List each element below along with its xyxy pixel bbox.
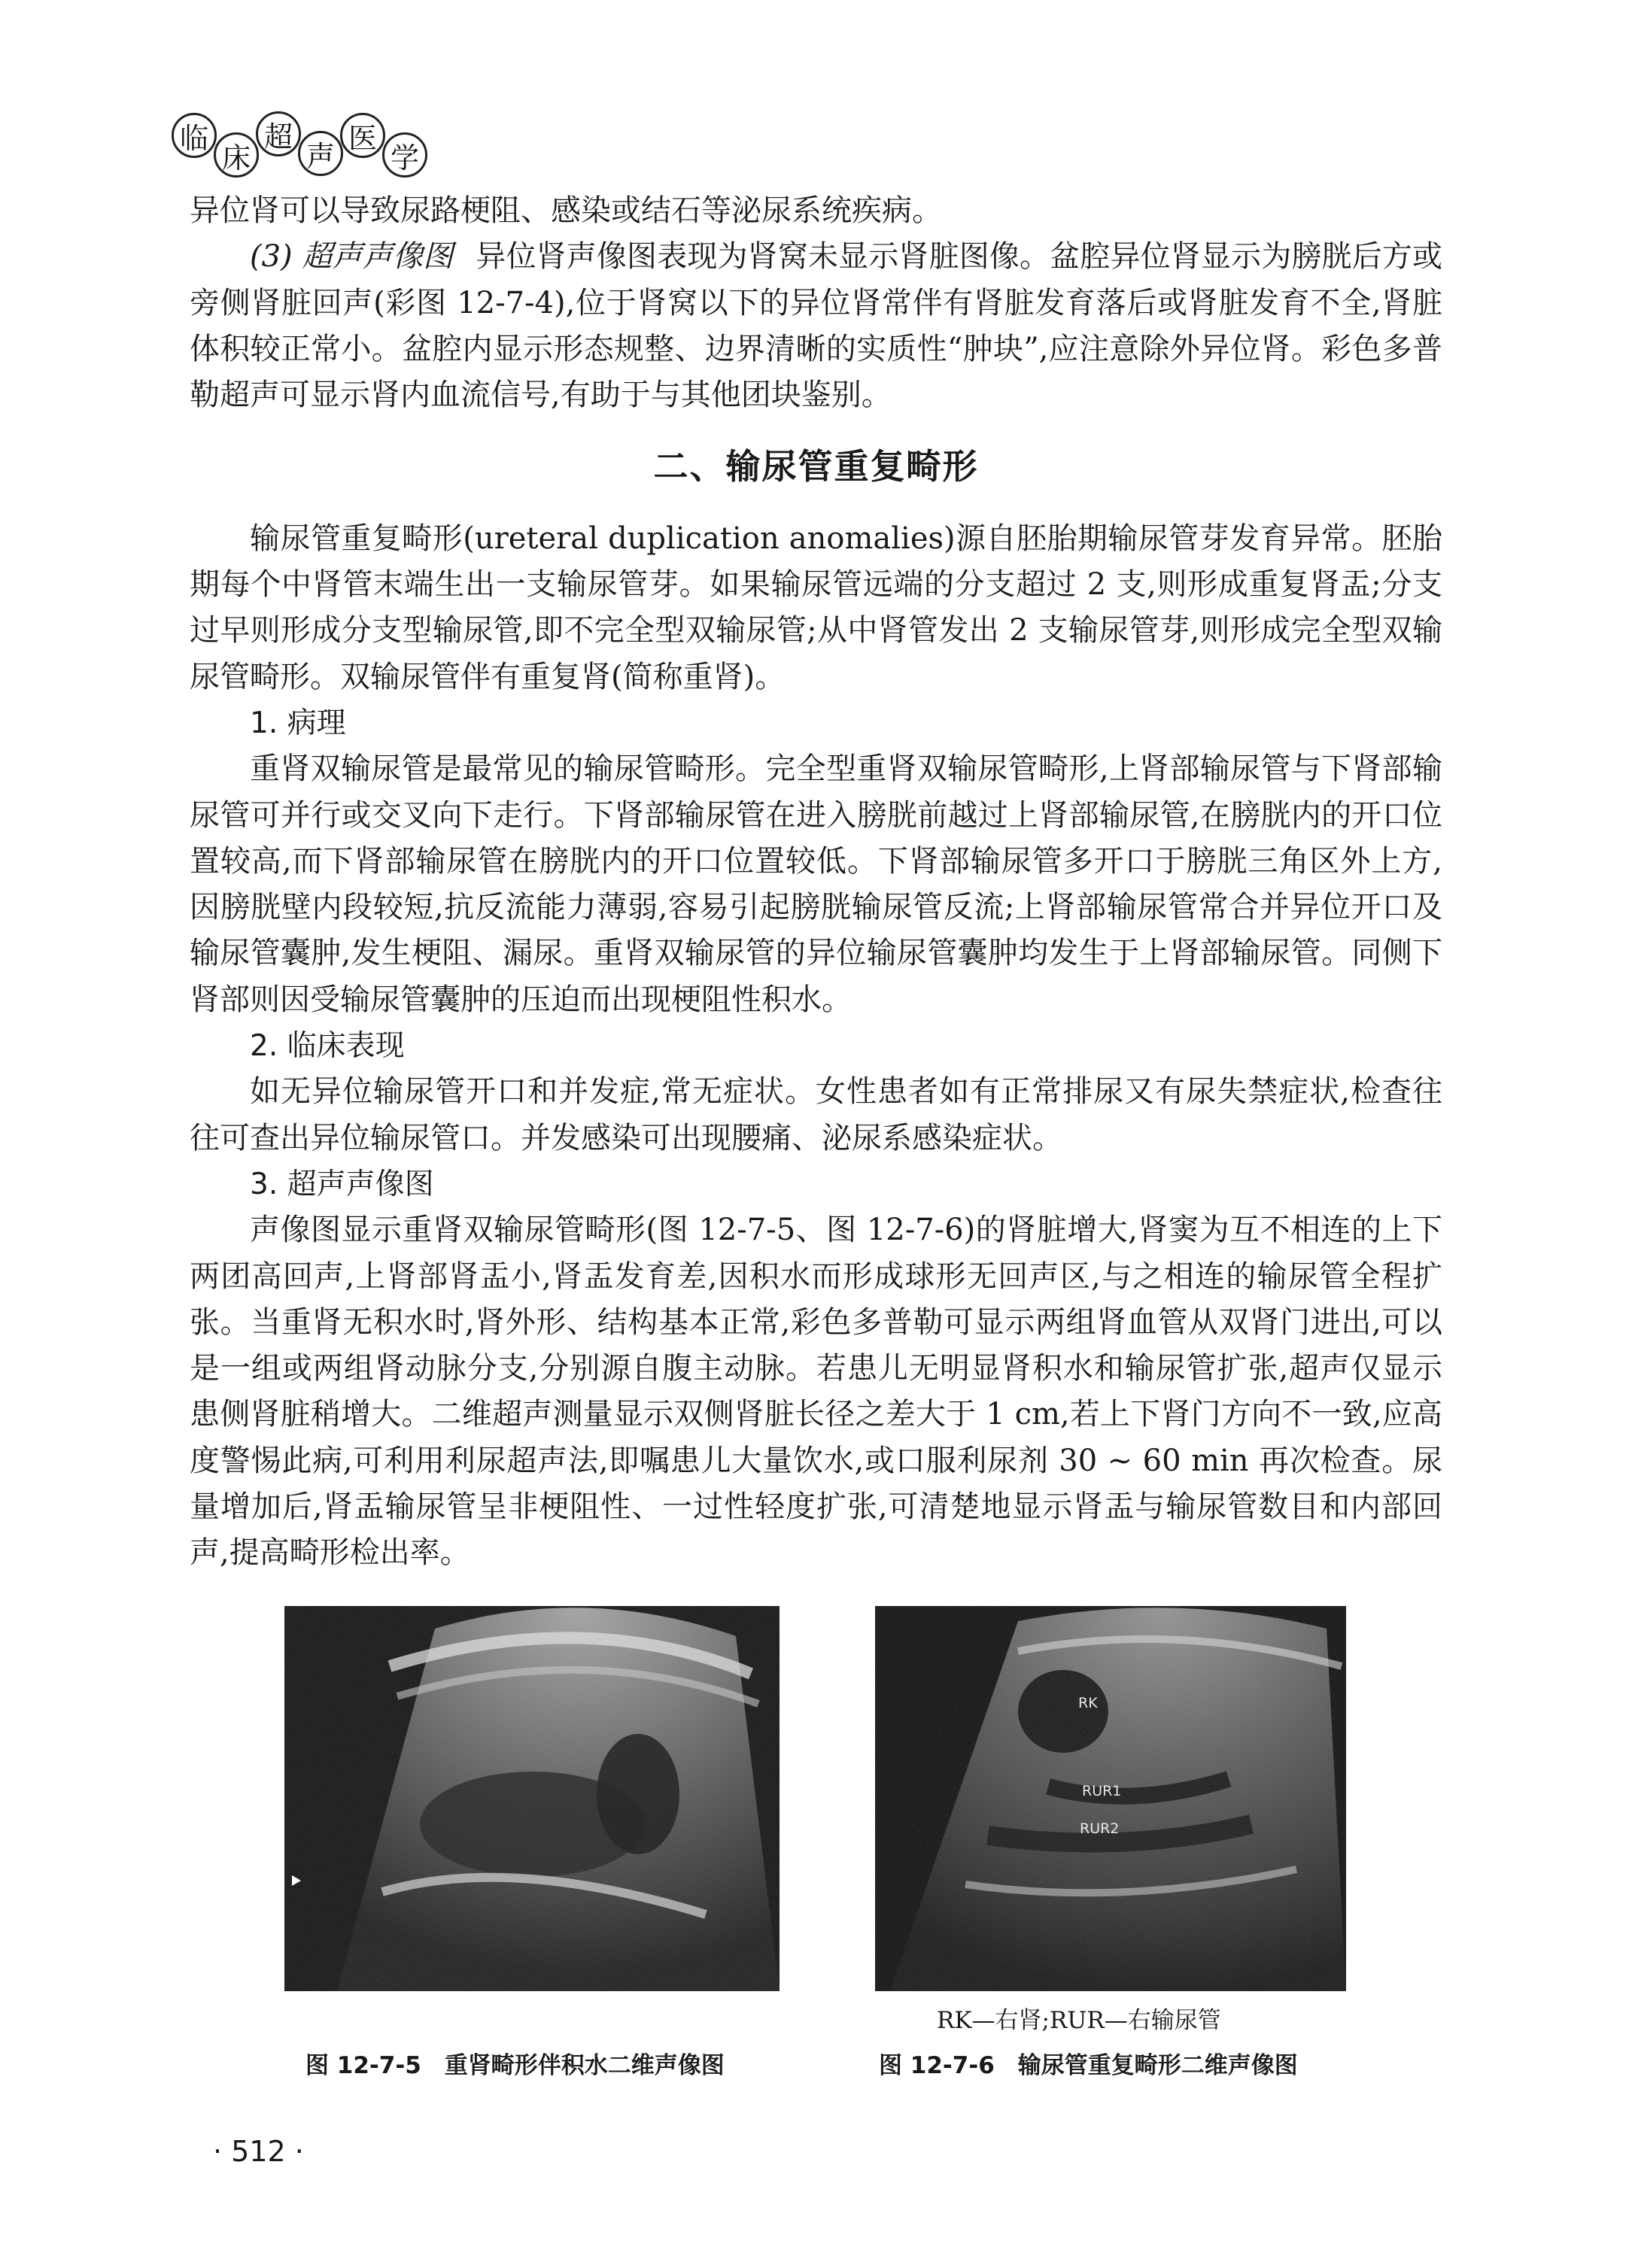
- header-char: 医: [340, 113, 385, 158]
- subheading: 1. 病理: [250, 706, 346, 740]
- header-char: 超: [256, 111, 301, 156]
- figure-note: RK—右肾;RUR—右输尿管: [937, 2007, 1221, 2034]
- label-rur2: RUR2: [1080, 1820, 1120, 1837]
- paragraph: 如无异位输尿管开口和并发症,常无症状。女性患者如有正常排尿又有尿失禁症状,检查往往可查出异位输尿管口。并发感染可出现腰痛、泌尿系感染症状。: [190, 1074, 1442, 1155]
- header-char: 临: [172, 113, 217, 158]
- paragraph: [190, 234, 1442, 418]
- subheading-italic: (3) 超声声像图: [250, 239, 454, 275]
- section-title: 二、输尿管重复畸形: [653, 446, 979, 487]
- paragraph: 重肾双输尿管是最常见的输尿管畸形。完全型重肾双输尿管畸形,上肾部输尿管与下肾部输尿管可并行或交叉向下走行。下肾部输尿管在进入膀胱前越过上肾部输尿管,在膀胱内的开口位置较高,而下肾部输尿管在膀胱内的开口位置较低。下肾部输尿管多开口于膀胱三角区外上方,因膀胱壁内段较短,抗反流能力薄弱,容易引起膀胱输尿管反流;上肾部输尿管常合并异位开口及输尿管囊肿,发生梗阻、漏尿。重肾双输尿管的异位输尿管囊肿均发生于上肾部输尿管。同侧下肾部则因受输尿管囊肿的压迫而出现梗阻性积水。: [190, 751, 1442, 1017]
- label-rur1: RUR1: [1082, 1783, 1122, 1799]
- ultrasound-image-2: [875, 1606, 1346, 1991]
- body-text: [190, 188, 1442, 1577]
- paragraph: 声像图显示重肾双输尿管畸形(图 12-7-5、图 12-7-6)的肾脏增大,肾窦为互不相连的上下两团高回声,上肾部肾盂小,肾盂发育差,因积水而形成球形无回声区,与之相连的输尿管全程扩张。当重肾无积水时,肾外形、结构基本正常,彩色多普勒可显示两组肾血管从双肾门进出,可以是一组或两组肾动脉分支,分别源自腹主动脉。若患儿无明显肾积水和输尿管扩张,超声仅显示患侧肾脏稍增大。二维超声测量显示双侧肾脏长径之差大于 1 cm,若上下肾门方向不一致,应高度警惕此病,可利用利尿超声法,即嘱患儿大量饮水,或口服利尿剂 30 ~ 60 min 再次检查。尿量增加后,肾盂输尿管呈非梗阻性、一过性轻度扩张,可清楚地显示肾盂与输尿管数目和内部回声,提高畸形检出率。: [190, 1213, 1442, 1571]
- ultrasound-image-1: [284, 1606, 780, 1991]
- subheading: 3. 超声声像图: [250, 1167, 434, 1201]
- paragraph: 输尿管重复畸形(ureteral duplication anomalies)源自胚胎期输尿管芽发育异常。胚胎期每个中肾管末端生出一支输尿管芽。如果输尿管远端的分支超过 2 支,则形成重复肾盂;分支过早则形成分支型输尿管,即不完全型双输尿管;从中肾管发出 2 支输尿管芽,则形成完全型双输尿管畸形。双输尿管伴有重复肾(简称重肾)。: [190, 521, 1442, 694]
- paragraph: 异位肾可以导致尿路梗阻、感染或结石等泌尿系统疾病。: [190, 193, 942, 228]
- running-header: [172, 105, 442, 181]
- subheading: 2. 临床表现: [250, 1029, 405, 1064]
- paragraph-text: 异位肾声像图表现为肾窝未显示肾脏图像。盆腔异位肾显示为膀胱后方或旁侧肾脏回声(彩图 12-7-4),位于肾窝以下的异位肾常伴有肾脏发育落后或肾脏发育不全,肾脏体积较正常小。盆腔内显示形态规整、边界清晰的实质性“肿块”,应注意除外异位肾。彩色多普勒超声可显示肾内血流信号,有助于与其他团块鉴别。: [190, 239, 1443, 413]
- figure-caption: 图 12-7-5 重肾畸形伴积水二维声像图: [305, 2052, 725, 2079]
- header-char: 声: [298, 131, 343, 176]
- figure-caption: 图 12-7-6 输尿管重复畸形二维声像图: [879, 2052, 1298, 2079]
- label-rk: RK: [1078, 1695, 1098, 1711]
- header-char: 床: [214, 132, 259, 178]
- page-number: · 512 ·: [213, 2135, 304, 2168]
- header-char: 学: [382, 132, 427, 178]
